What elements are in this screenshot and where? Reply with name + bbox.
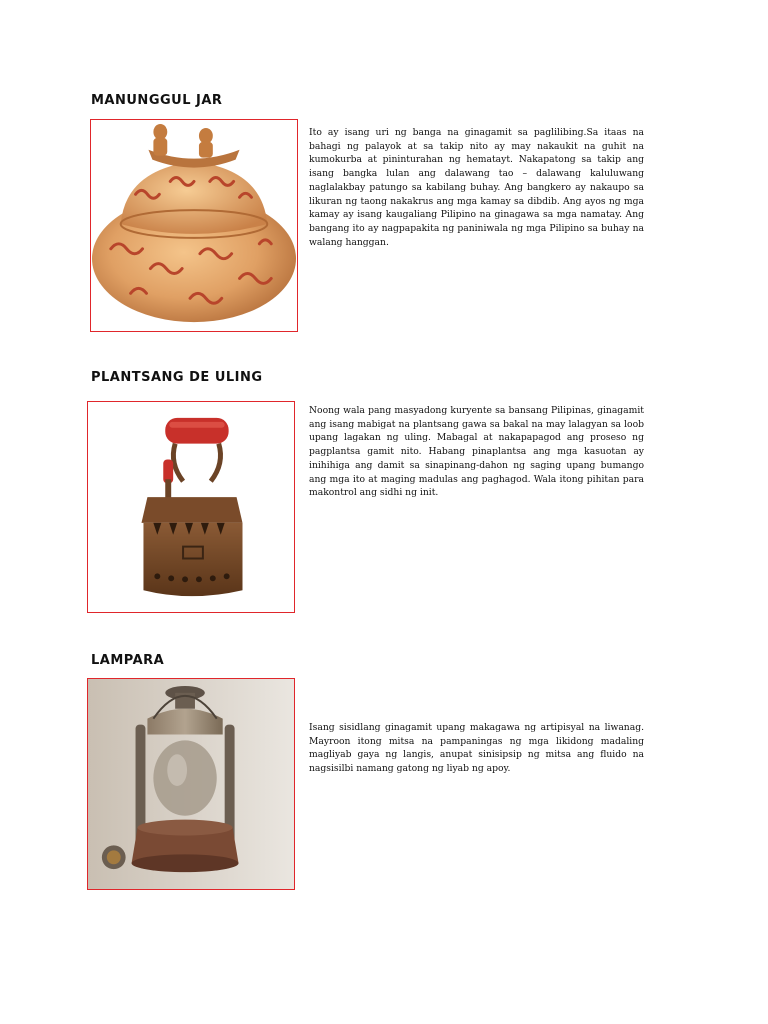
lampara-image xyxy=(87,678,295,890)
oil-lamp-icon xyxy=(88,679,294,889)
lampara-description: Isang sisidlang ginagamit upang makagawa ng artipisyal na liwanag. Mayroon itong mitsa na pampaningas ng mga likidong madaling magliyab gaya ng langis, anupat sinisipsip ng mitsa ang fluido na nagsisilbi namang gatong ng liyab ng apoy. xyxy=(309,722,644,775)
clay-jar-icon xyxy=(91,120,297,331)
section-title-plantsang-de-uling: PLANTSANG DE ULING xyxy=(91,370,263,385)
section-title-lampara: LAMPARA xyxy=(91,653,165,668)
manunggul-jar-image xyxy=(90,119,298,332)
section-title-manunggul-jar: MANUNGGUL JAR xyxy=(91,93,223,108)
plantsang-de-uling-image xyxy=(87,401,295,613)
charcoal-iron-icon xyxy=(88,402,294,612)
plantsang-de-uling-description: Noong wala pang masyadong kuryente sa bansang Pilipinas, ginagamit ang isang mabigat na plantsang gawa sa bakal na may lalagyan sa loob upang lagakan ng uling. Mabagal at nakapapagod ang proseso ng pagplantsa gamit nito. Habang pinaplantsa ang mga kasuotan ay inihihiga ang damit sa sinapinang-dahon ng saging upang bumango ang mga ito at maging madulas ang paghagod. Wala itong pihitan para makontrol ang sidhi ng init. xyxy=(309,405,644,499)
manunggul-jar-description: Ito ay isang uri ng banga na ginagamit sa paglilibing.Sa itaas na bahagi ng palayok at sa takip nito ay may nakaukit na guhit na kumokurba at pininturahan ng hematayt. Nakapatong sa takip ang isang bangka lulan ang dalawang tao – dalawang kaluluwang naglalakbay patungo sa kabilang buhay. Ang bangkero ay nakaupo sa likuran ng taong nakakrus ang mga kamay sa dibdib. Ang ayos ng mga kamay ay isang kaugaliang Pilipino na ginagawa sa mga namatay. Ang bangang ito ay nagpapakita ng paniniwala ng mga Pilipino sa buhay na walang hanggan. xyxy=(309,127,644,248)
